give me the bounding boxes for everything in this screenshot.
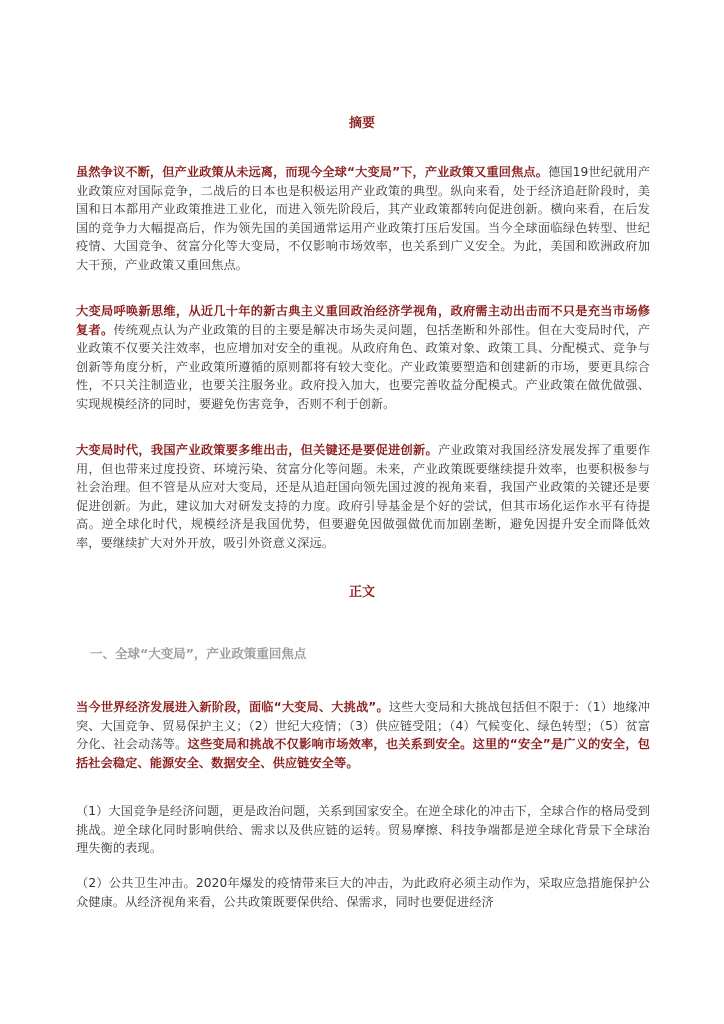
abstract-paragraph-1 — [76, 163, 650, 275]
abstract-title: 摘要 — [348, 116, 375, 131]
body-point-1: （1）大国竞争是经济问题，更是政治问题，关系到国家安全。在逆全球化的冲击下，全球合作的格局受到挑战。逆全球化同时影响供给、需求以及供应链的运转。贸易摩擦、科技争端都是逆全球化背景下全球治理失衡的表现。 — [76, 804, 650, 856]
abstract-paragraph-3 — [76, 441, 650, 553]
abstract-paragraph-2 — [76, 302, 650, 414]
body-intro-emphasis: 这些变局和挑战不仅影响市场效率，也关系到安全。这里的“安全”是广义的安全，包括社会稳定、能源安全、数据安全、供应链安全等。 — [76, 737, 650, 770]
abstract-paragraph-2-text: 传统观点认为产业政策的目的主要是解决市场失灵问题，包括垄断和外部性。但在大变局时代，产业政策不仅要关注效率，也应增加对安全的重视。从政府角色、政策对象、政策工具、分配模式、竞争与创新等角度分析，产业政策所遵循的原则都将有较大变化。产业政策要塑造和创建新的市场，要更具综合性，不只关注制造业，也要关注服务业。政府投入加大，也要完善收益分配模式。产业政策在做优做强、实现规模经济的同时，要避免伤害竞争，否则不利于创新。 — [76, 322, 650, 411]
abstract-paragraph-3-text: 产业政策对我国经济发展发挥了重要作用，但也带来过度投资、环境污染、贫富分化等问题。未来，产业政策既要继续提升效率，也要积极参与社会治理。但不管是从应对大变局，还是从追赶国向领先国过渡的视角来看，我国产业政策的关键还是要促进创新。为此，建议加大对研发支持的力度。政府引导基金是个好的尝试，但其市场化运作水平有待提高。逆全球化时代，规模经济是我国优势，但要避免因做强做优而加剧垄断，避免因提升安全而降低效率，要继续扩大对外开放，吸引外资意义深远。 — [76, 443, 651, 550]
body-intro-lead: 当今世界经济发展进入新阶段，面临“大变局、大挑战”。 — [76, 700, 389, 714]
body-intro-text: 这些大变局和大挑战包括但不限于：（1）地缘冲突、大国竞争、贸易保护主义；（2）世纪大疫情；（3）供应链受阻；（4）气候变化、绿色转型；（5）贫富分化、社会动荡等。 — [76, 700, 650, 752]
abstract-paragraph-3-lead: 大变局时代，我国产业政策要多维出击，但关键还是要促进创新。 — [76, 443, 438, 457]
section-heading: 一、全球“大变局”，产业政策重回焦点 — [90, 646, 307, 661]
abstract-paragraph-2-lead: 大变局呼唤新思维，从近几十年的新古典主义重回政治经济学视角，政府需主动出击而不只是充当市场修复者。 — [76, 304, 650, 337]
body-intro-paragraph — [76, 698, 650, 772]
abstract-paragraph-1-text: 德国19世纪就用产业政策应对国际竞争，二战后的日本也是积极运用产业政策的典型。纵向来看，处于经济追赶阶段时，美国和日本都用产业政策推进工业化，而进入领先阶段后，其产业政策都转向促进创新。横向来看，在后发国的竞争力大幅提高后，作为领先国的美国通常运用产业政策打压后发国。当今全球面临绿色转型、世纪疫情、大国竞争、贫富分化等大变局，不仅影响市场效率，也关系到广义安全。为此，美国和欧洲政府加大干预，产业政策又重回焦点。 — [76, 165, 650, 272]
body-title: 正文 — [348, 585, 375, 600]
body-point-2: （2）公共卫生冲击。2020年爆发的疫情带来巨大的冲击，为此政府必须主动作为，采取应急措施保护公众健康。从经济视角来看，公共政策既要保供给、保需求，同时也要促进经济 — [76, 876, 650, 909]
abstract-paragraph-1-lead: 虽然争议不断，但产业政策从未远离，而现今全球“大变局”下，产业政策又重回焦点。 — [76, 165, 549, 179]
